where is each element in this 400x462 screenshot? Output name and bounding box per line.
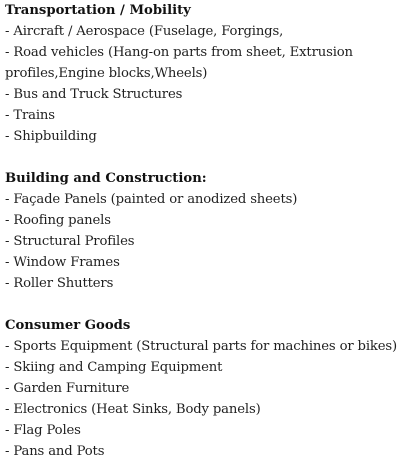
item-list — [5, 21, 400, 147]
list-item: - Electronics (Heat Sinks, Body panels) — [5, 402, 261, 417]
section-consumer-goods — [5, 315, 400, 462]
list-item: - Trains — [5, 108, 55, 123]
section-building-construction — [5, 168, 400, 294]
list-item: - Roofing panels — [5, 213, 111, 228]
section-transportation — [5, 0, 400, 147]
list-item: - Shipbuilding — [5, 129, 97, 144]
list-item: - Window Frames — [5, 255, 120, 270]
section-heading: Building and Construction: — [5, 171, 207, 186]
section-heading: Transportation / Mobility — [5, 3, 191, 18]
list-item: - Structural Profiles — [5, 234, 135, 249]
list-item: - Roller Shutters — [5, 276, 114, 291]
item-list — [5, 336, 400, 462]
item-list — [5, 189, 400, 294]
section-heading: Consumer Goods — [5, 318, 131, 333]
list-item: - Sports Equipment (Structural parts for machines or bikes) — [5, 339, 398, 354]
list-item: - Garden Furniture — [5, 381, 130, 396]
list-item: - Road vehicles (Hang-on parts from sheet, Extrusion profiles,Engine blocks,Wheels) — [5, 45, 353, 81]
list-item: - Flag Poles — [5, 423, 81, 438]
list-item: - Pans and Pots — [5, 444, 105, 459]
list-item: - Aircraft / Aerospace (Fuselage, Forgings, — [5, 24, 284, 39]
list-item: - Skiing and Camping Equipment — [5, 360, 223, 375]
list-item: - Façade Panels (painted or anodized sheets) — [5, 192, 298, 207]
list-item: - Bus and Truck Structures — [5, 87, 183, 102]
